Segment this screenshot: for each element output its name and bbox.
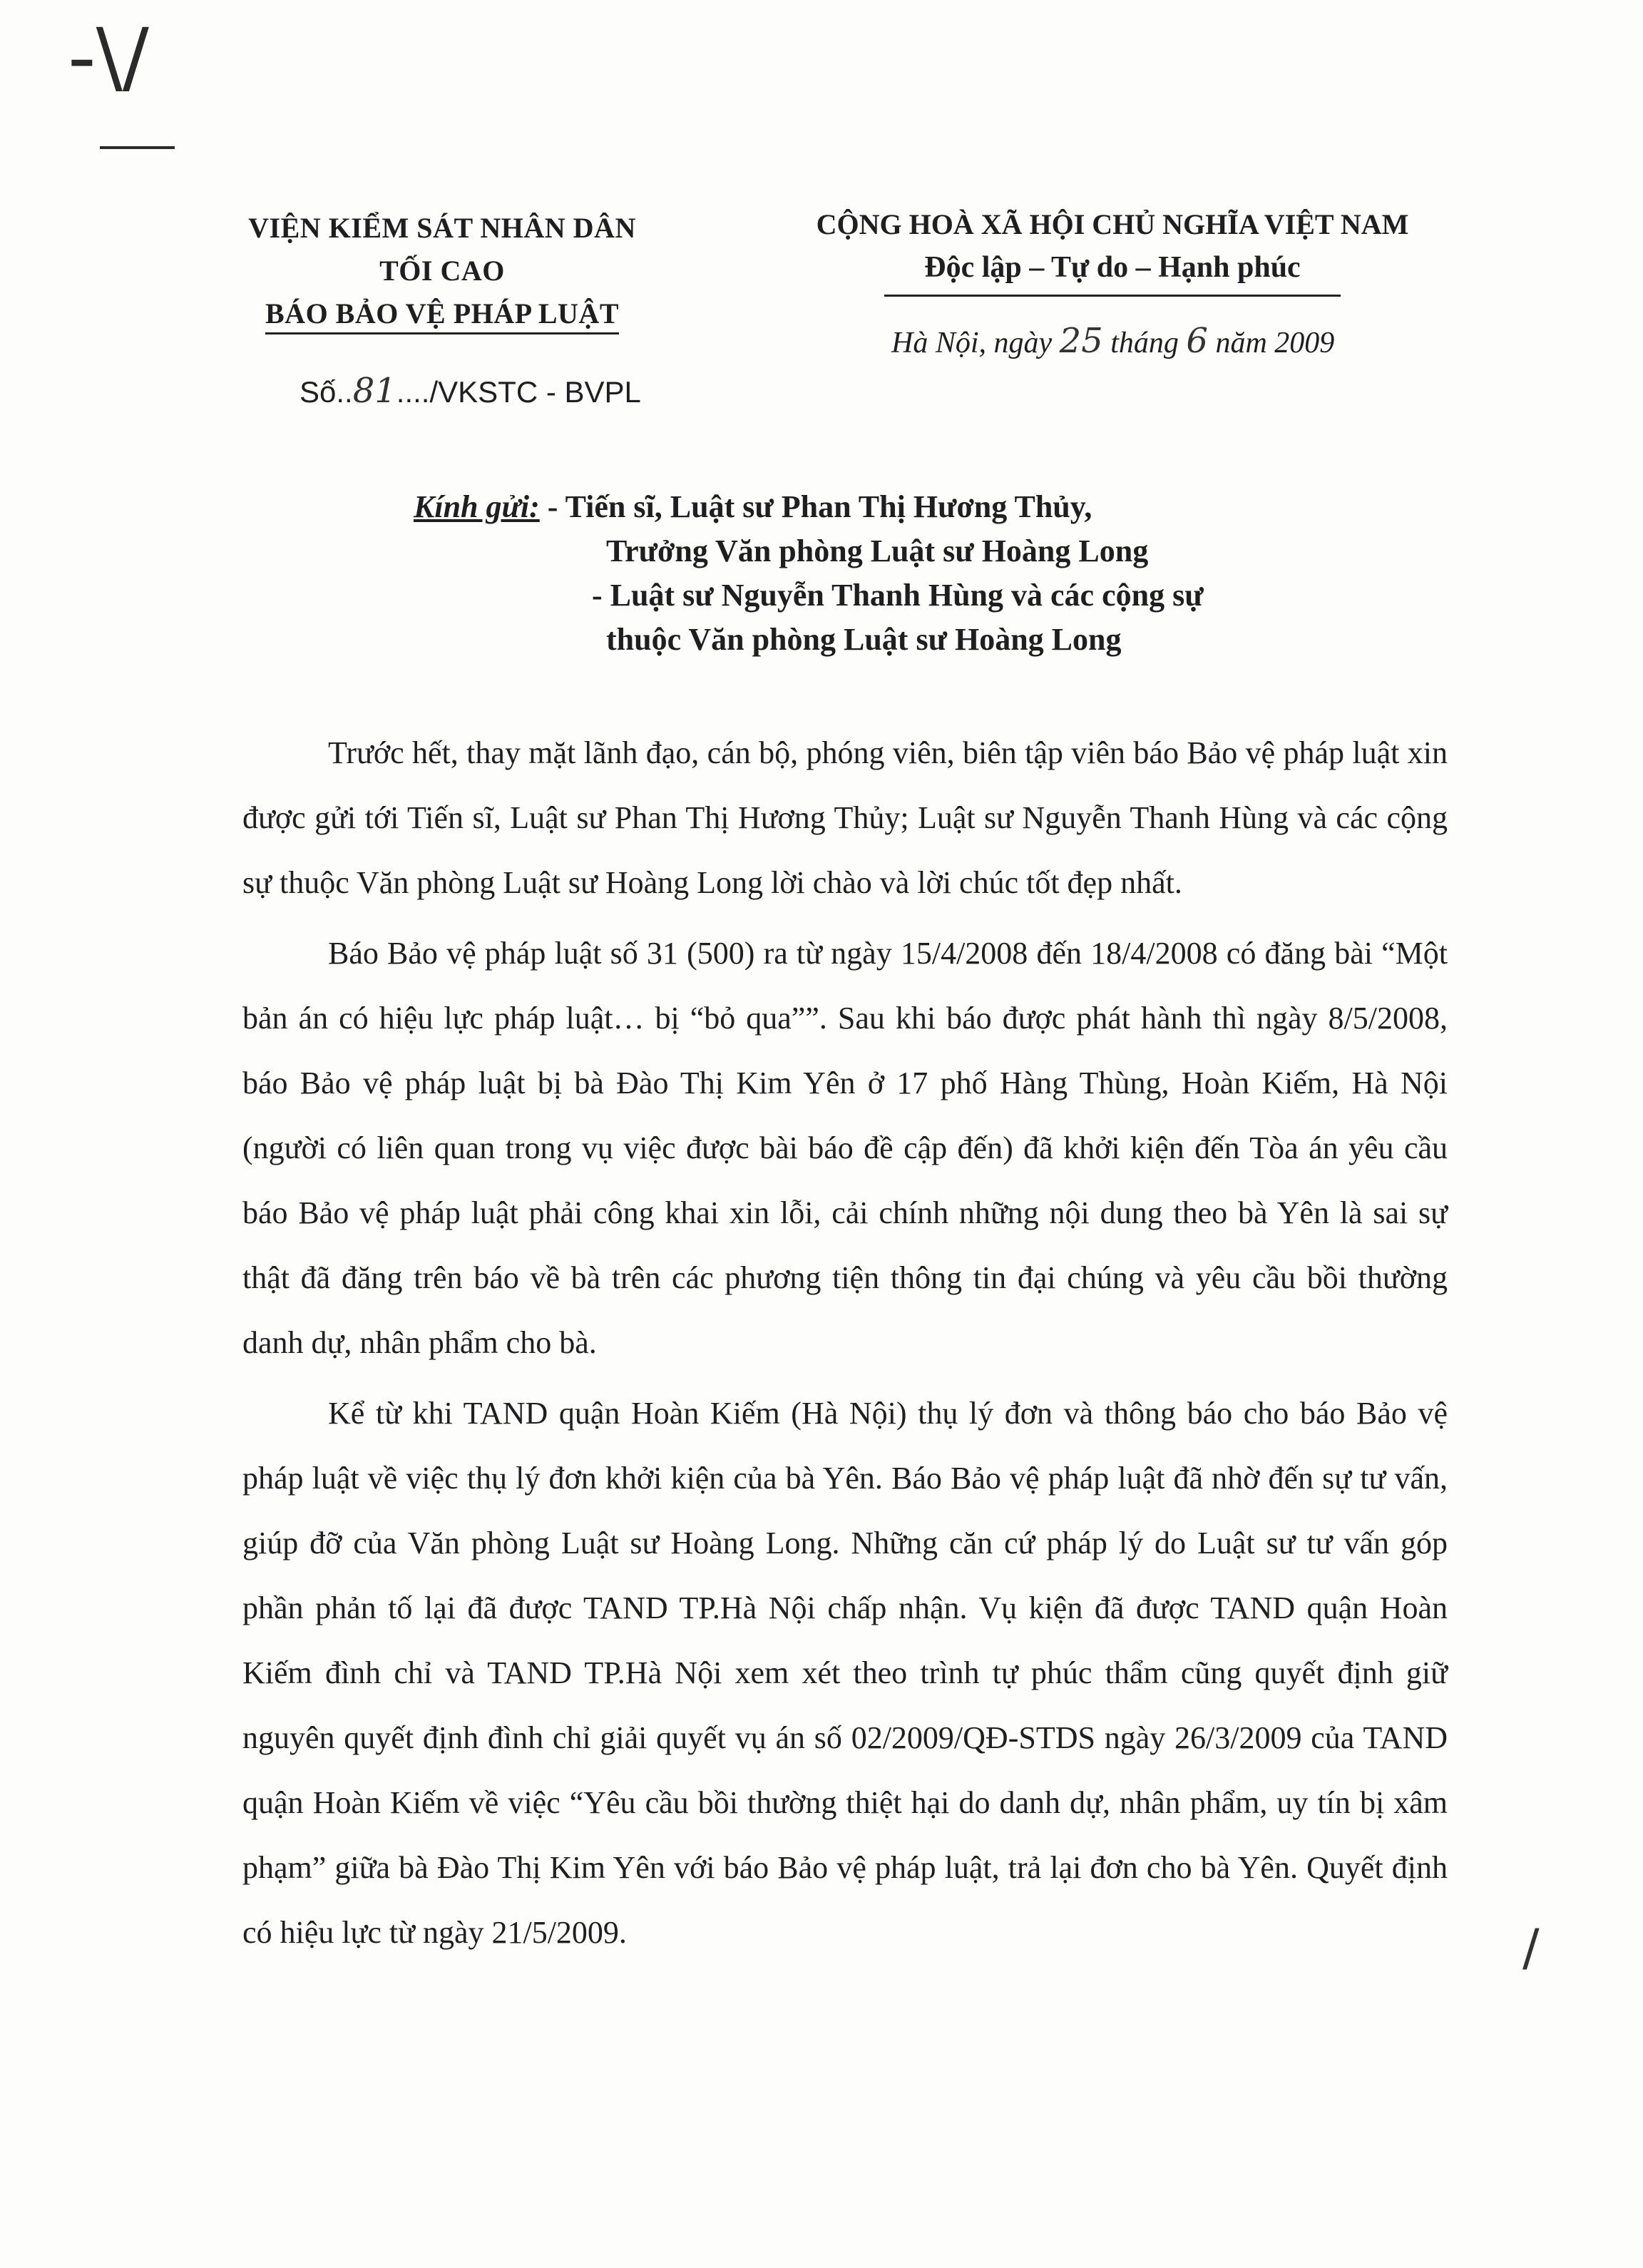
- dateline-prefix: Hà Nội, ngày: [891, 327, 1053, 359]
- recipient-line-1: - Tiến sĩ, Luật sư Phan Thị Hương Thủy,: [547, 489, 1092, 524]
- issuing-agency-header: [214, 207, 670, 335]
- dateline-month-label: tháng: [1110, 327, 1179, 359]
- reference-number: [300, 371, 641, 411]
- agency-name-line1: VIỆN KIỂM SÁT NHÂN DÂN: [248, 212, 636, 244]
- dateline-year: năm 2009: [1215, 327, 1335, 359]
- agency-name-line2: TỐI CAO: [379, 255, 505, 287]
- margin-tick-mark: /: [1522, 1919, 1540, 1977]
- dateline: [891, 321, 1334, 361]
- recipient-line-4: thuộc Văn phòng Luật sư Hoàng Long: [606, 622, 1122, 657]
- ref-prefix: Số..: [300, 375, 353, 409]
- body-paragraph-3: Kể từ khi TAND quận Hoàn Kiếm (Hà Nội) thụ lý đơn và thông báo cho báo Bảo vệ pháp luật về việc thụ lý đơn khởi kiện của bà Yên. Báo Bảo vệ pháp luật đã nhờ đến sự tư vấn, giúp đỡ của Văn phòng Luật sư Hoàng Long. Những căn cứ pháp lý do Luật sư tư vấn góp phần phản tố lại đã được TAND TP.Hà Nội chấp nhận. Vụ kiện đã được TAND quận Hoàn Kiếm đình chỉ và TAND TP.Hà Nội xem xét theo trình tự phúc thẩm cũng quyết định giữ nguyên quyết định đình chỉ giải quyết vụ án số 02/2009/QĐ-STDS ngày 26/3/2009 của TAND quận Hoàn Kiếm về việc “Yêu cầu bồi thường thiệt hại do danh dự, nhân phẩm, uy tín bị xâm phạm” giữa bà Đào Thị Kim Yên với báo Bảo vệ pháp luật, trả lại đơn cho bà Yên. Quyết định có hiệu lực từ ngày 21/5/2009.: [242, 1396, 1448, 1950]
- recipients-block: [414, 485, 1204, 662]
- letter-body: [242, 720, 1448, 1971]
- recipient-line-3: - Luật sư Nguyễn Thanh Hùng và các cộng sự: [592, 578, 1204, 613]
- national-motto-header: [763, 203, 1462, 297]
- agency-name-line3: BÁO BẢO VỆ PHÁP LUẬT: [265, 295, 619, 334]
- handwritten-corner-underline: [100, 146, 175, 149]
- body-paragraph-1: Trước hết, thay mặt lãnh đạo, cán bộ, phóng viên, biên tập viên báo Bảo vệ pháp luật xin được gửi tới Tiến sĩ, Luật sư Phan Thị Hương Thủy; Luật sư Nguyễn Thanh Hùng và các cộng sự thuộc Văn phòng Luật sư Hoàng Long lời chào và lời chúc tốt đẹp nhất.: [242, 735, 1448, 900]
- recipient-line-2: Trưởng Văn phòng Luật sư Hoàng Long: [606, 533, 1149, 568]
- dateline-day: 25: [1059, 321, 1103, 361]
- ref-number: 81: [352, 371, 396, 411]
- dateline-month: 6: [1186, 321, 1208, 361]
- national-motto: Độc lập – Tự do – Hạnh phúc: [924, 251, 1301, 284]
- ref-suffix: ..../VKSTC - BVPL: [396, 375, 641, 409]
- handwritten-corner-mark: -\/: [68, 11, 149, 103]
- body-paragraph-2: Báo Bảo vệ pháp luật số 31 (500) ra từ ngày 15/4/2008 đến 18/4/2008 có đăng bài “Một bản án có hiệu lực pháp luật… bị “bỏ qua””. Sau khi báo được phát hành thì ngày 8/5/2008, báo Bảo vệ pháp luật bị bà Đào Thị Kim Yên ở 17 phố Hàng Thùng, Hoàn Kiếm, Hà Nội (người có liên quan trong vụ việc được bài báo đề cập đến) đã khởi kiện đến Tòa án yêu cầu báo Bảo vệ pháp luật phải công khai xin lỗi, cải chính những nội dung theo bà Yên là sai sự thật đã đăng trên báo về bà trên các phương tiện thông tin đại chúng và yêu cầu bồi thường danh dự, nhân phẩm cho bà.: [242, 936, 1448, 1360]
- motto-underline: [884, 295, 1341, 297]
- recipients-label: Kính gửi:: [414, 489, 540, 524]
- national-title: CỘNG HOÀ XÃ HỘI CHỦ NGHĨA VIỆT NAM: [816, 208, 1409, 240]
